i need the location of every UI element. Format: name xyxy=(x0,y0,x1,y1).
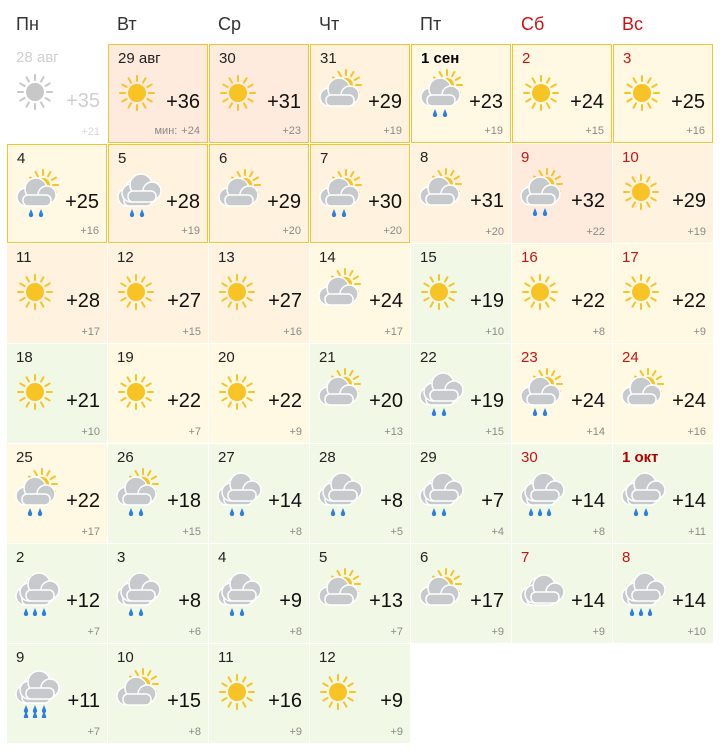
temp-min-value: +19 xyxy=(687,226,706,238)
sun-cloud-icon xyxy=(415,566,467,618)
day-label: 10 xyxy=(622,149,639,166)
temp-min-value: +9 xyxy=(592,626,605,638)
day-cell[interactable] xyxy=(613,344,713,443)
temp-min-value: +17 xyxy=(81,326,100,338)
cloud-heavy-rain-icon xyxy=(516,466,568,518)
temp-min-value: +19 xyxy=(484,125,503,137)
temp-min-value: +20 xyxy=(282,225,301,237)
weekday-header: Сб xyxy=(521,14,545,34)
day-label: 7 xyxy=(320,150,329,167)
sun-icon xyxy=(112,266,164,318)
day-label: 10 xyxy=(117,649,134,666)
day-cell[interactable] xyxy=(108,144,208,243)
sun-cloud-rain-icon xyxy=(11,466,63,518)
day-label: 7 xyxy=(521,549,530,566)
temp-min xyxy=(87,726,100,738)
cloud-rain-icon xyxy=(415,466,467,518)
cloud-rain-icon xyxy=(113,167,165,219)
day-cell[interactable] xyxy=(7,444,107,543)
temp-min xyxy=(585,125,604,137)
cloud-rain-icon xyxy=(213,566,265,618)
sun-cloud-icon xyxy=(415,166,467,218)
temp-min-value: +16 xyxy=(80,225,99,237)
sun-icon xyxy=(214,67,266,119)
temp-max: +25 xyxy=(671,91,705,113)
sun-cloud-icon xyxy=(617,366,669,418)
temp-max: +8 xyxy=(380,490,403,512)
cloud-icon xyxy=(516,566,568,618)
day-label: 23 xyxy=(521,349,538,366)
day-label: 1 сен xyxy=(421,50,460,67)
temp-min-value: +9 xyxy=(289,426,302,438)
day-cell[interactable] xyxy=(209,144,309,243)
day-cell[interactable] xyxy=(108,444,208,543)
day-label: 12 xyxy=(117,249,134,266)
temp-max: +14 xyxy=(672,490,706,512)
day-label: 3 xyxy=(117,549,126,566)
temp-max: +29 xyxy=(368,91,402,113)
temp-min xyxy=(182,526,201,538)
temp-max: +24 xyxy=(571,390,605,412)
temp-min xyxy=(592,326,605,338)
temp-min-value: +8 xyxy=(289,526,302,538)
temp-max: +36 xyxy=(166,91,200,113)
day-cell[interactable] xyxy=(108,44,208,143)
day-label: 1 окт xyxy=(622,449,659,466)
day-label: 17 xyxy=(622,249,639,266)
cloud-snow-rain-icon xyxy=(11,666,63,718)
temp-min xyxy=(80,225,99,237)
day-label: 2 xyxy=(522,50,531,67)
temp-min xyxy=(491,626,504,638)
day-label: 4 xyxy=(218,549,227,566)
weekday-header: Пт xyxy=(420,14,442,34)
temp-min-value: +15 xyxy=(485,426,504,438)
temp-min-value: +15 xyxy=(182,326,201,338)
day-cell[interactable] xyxy=(209,244,309,343)
day-label: 13 xyxy=(218,249,235,266)
temp-min-value: +15 xyxy=(182,526,201,538)
day-cell[interactable] xyxy=(411,444,511,543)
temp-min xyxy=(282,125,301,137)
sun-cloud-icon xyxy=(314,566,366,618)
temp-min xyxy=(592,526,605,538)
day-cell[interactable] xyxy=(512,544,612,643)
day-label: 11 xyxy=(16,249,32,266)
day-cell[interactable] xyxy=(108,244,208,343)
sun-cloud-icon xyxy=(214,167,266,219)
day-label: 20 xyxy=(218,349,235,366)
temp-min xyxy=(384,426,403,438)
day-label: 28 авг xyxy=(16,49,59,66)
day-label: 14 xyxy=(319,249,336,266)
day-label: 11 xyxy=(218,649,234,666)
temp-max: +12 xyxy=(66,590,100,612)
day-cell[interactable] xyxy=(613,544,713,643)
sun-icon xyxy=(213,666,265,718)
temp-max: +27 xyxy=(268,290,302,312)
day-cell[interactable] xyxy=(310,644,410,743)
day-cell[interactable] xyxy=(209,344,309,443)
day-cell[interactable] xyxy=(209,44,309,143)
sun-icon xyxy=(617,166,669,218)
sun-cloud-icon xyxy=(314,266,366,318)
temp-max: +11 xyxy=(67,690,100,712)
day-label: 25 xyxy=(16,449,33,466)
weekday-header: Пн xyxy=(16,14,39,34)
temp-min xyxy=(687,226,706,238)
temp-max: +14 xyxy=(571,490,605,512)
sun-icon xyxy=(314,666,366,718)
day-cell[interactable] xyxy=(310,344,410,443)
weekday-header: Вт xyxy=(117,14,137,34)
cloud-rain-icon xyxy=(415,366,467,418)
temp-min xyxy=(688,526,706,538)
day-cell[interactable] xyxy=(310,144,410,243)
day-label: 5 xyxy=(319,549,328,566)
day-label: 30 xyxy=(219,50,236,67)
temp-min-value: +8 xyxy=(592,326,605,338)
temp-min-value: +10 xyxy=(687,626,706,638)
temp-min-value: +13 xyxy=(384,426,403,438)
day-cell[interactable] xyxy=(512,344,612,443)
temp-min-value: +16 xyxy=(686,125,705,137)
day-cell[interactable] xyxy=(108,544,208,643)
temp-min xyxy=(686,125,705,137)
sun-cloud-icon xyxy=(315,67,367,119)
day-cell[interactable] xyxy=(310,544,410,643)
temp-max: +19 xyxy=(470,290,504,312)
temp-min-value: +8 xyxy=(188,726,201,738)
day-cell[interactable] xyxy=(613,144,713,243)
temp-max: +35 xyxy=(66,90,100,112)
temp-min-value: +16 xyxy=(283,326,302,338)
cloud-heavy-rain-icon xyxy=(11,566,63,618)
sun-icon xyxy=(11,266,63,318)
day-cell[interactable] xyxy=(613,444,713,543)
temp-min xyxy=(188,726,201,738)
day-cell[interactable] xyxy=(310,44,410,143)
temp-min xyxy=(687,426,706,438)
temp-min-value: +9 xyxy=(693,326,706,338)
sun-cloud-rain-icon xyxy=(12,167,64,219)
temp-min-value: +7 xyxy=(87,726,100,738)
temp-max: +29 xyxy=(267,191,301,213)
temp-max: +25 xyxy=(65,191,99,213)
sun-cloud-rain-icon xyxy=(516,366,568,418)
day-label: 27 xyxy=(218,449,235,466)
sun-icon xyxy=(516,266,568,318)
sun-icon xyxy=(113,67,165,119)
temp-max: +22 xyxy=(571,290,605,312)
temp-min xyxy=(87,626,100,638)
temp-max: +24 xyxy=(369,290,403,312)
temp-max: +28 xyxy=(166,191,200,213)
day-label: 28 xyxy=(319,449,336,466)
temp-min-value: +23 xyxy=(282,125,301,137)
day-label: 24 xyxy=(622,349,639,366)
temp-max: +14 xyxy=(268,490,302,512)
temp-max: +27 xyxy=(167,290,201,312)
temp-min xyxy=(383,225,402,237)
temp-min xyxy=(289,726,302,738)
temp-min xyxy=(188,426,201,438)
temp-min-value: +22 xyxy=(586,226,605,238)
sun-cloud-rain-icon xyxy=(112,466,164,518)
temp-min xyxy=(282,225,301,237)
day-cell[interactable] xyxy=(108,644,208,743)
day-cell[interactable] xyxy=(209,544,309,643)
day-cell xyxy=(7,44,107,143)
temp-max: +14 xyxy=(672,590,706,612)
temp-min xyxy=(283,326,302,338)
day-cell[interactable] xyxy=(7,344,107,443)
sun-cloud-icon xyxy=(314,366,366,418)
day-cell[interactable] xyxy=(512,244,612,343)
day-label: 21 xyxy=(319,349,336,366)
temp-max: +15 xyxy=(167,690,201,712)
temp-max: +20 xyxy=(369,390,403,412)
temp-min-value: +4 xyxy=(491,526,504,538)
day-cell[interactable] xyxy=(512,44,612,143)
temp-max: +31 xyxy=(470,190,504,212)
temp-min xyxy=(383,125,402,137)
day-cell[interactable] xyxy=(310,444,410,543)
day-label: 29 xyxy=(420,449,437,466)
day-cell[interactable] xyxy=(7,644,107,743)
temp-max: +32 xyxy=(571,190,605,212)
sun-icon xyxy=(517,67,569,119)
day-label: 12 xyxy=(319,649,336,666)
temp-max: +22 xyxy=(268,390,302,412)
temp-min xyxy=(384,326,403,338)
day-cell[interactable] xyxy=(411,44,511,143)
temp-max: +22 xyxy=(66,490,100,512)
temp-min-value: +14 xyxy=(586,426,605,438)
temp-min xyxy=(390,626,403,638)
day-label: 9 xyxy=(16,649,25,666)
temp-min-value: +9 xyxy=(289,726,302,738)
sun-icon xyxy=(11,366,63,418)
temp-min xyxy=(289,626,302,638)
temp-max: +28 xyxy=(66,290,100,312)
temp-min-value: +10 xyxy=(485,326,504,338)
temp-min-value: +16 xyxy=(687,426,706,438)
day-label: 4 xyxy=(17,150,26,167)
temp-max: +22 xyxy=(167,390,201,412)
day-cell[interactable] xyxy=(613,244,713,343)
temp-max: +22 xyxy=(672,290,706,312)
cloud-rain-icon xyxy=(314,466,366,518)
temp-max: +17 xyxy=(470,590,504,612)
temp-min xyxy=(485,226,504,238)
temp-max: +29 xyxy=(672,190,706,212)
temp-min-value: +9 xyxy=(491,626,504,638)
temp-min-value: +10 xyxy=(81,426,100,438)
temp-max: +18 xyxy=(167,490,201,512)
day-cell[interactable] xyxy=(411,344,511,443)
day-label: 5 xyxy=(118,150,127,167)
day-label: 30 xyxy=(521,449,538,466)
sun-cloud-rain-icon xyxy=(516,166,568,218)
day-cell[interactable] xyxy=(613,44,713,143)
sun-cloud-rain-icon xyxy=(416,67,468,119)
day-label: 6 xyxy=(219,150,228,167)
temp-max: +14 xyxy=(571,590,605,612)
temp-max: +13 xyxy=(369,590,403,612)
temp-max: +19 xyxy=(470,390,504,412)
temp-min xyxy=(693,326,706,338)
temp-min xyxy=(390,726,403,738)
day-cell[interactable] xyxy=(209,644,309,743)
day-label: 16 xyxy=(521,249,538,266)
day-cell[interactable] xyxy=(7,244,107,343)
sun-icon xyxy=(618,67,670,119)
temp-min xyxy=(390,526,403,538)
sun-cloud-icon xyxy=(112,666,164,718)
temp-min xyxy=(586,426,605,438)
day-cell[interactable] xyxy=(411,544,511,643)
temp-min xyxy=(289,426,302,438)
temp-min xyxy=(485,426,504,438)
day-label: 6 xyxy=(420,549,429,566)
sun-icon xyxy=(11,66,63,118)
temp-max: +24 xyxy=(672,390,706,412)
temp-min-value: +6 xyxy=(188,626,201,638)
temp-min xyxy=(485,326,504,338)
temp-max: +30 xyxy=(368,191,402,213)
temp-min-value: +7 xyxy=(390,626,403,638)
temp-max: +16 xyxy=(268,690,302,712)
temp-max: +24 xyxy=(570,91,604,113)
day-label: 29 авг xyxy=(118,50,161,67)
temp-min-value: +20 xyxy=(485,226,504,238)
day-cell[interactable] xyxy=(512,444,612,543)
day-label: 9 xyxy=(521,149,530,166)
temp-min xyxy=(484,125,503,137)
sun-icon xyxy=(213,366,265,418)
temp-max: +8 xyxy=(178,590,201,612)
day-cell[interactable] xyxy=(411,144,511,243)
temp-min-value: +9 xyxy=(390,726,403,738)
temp-min xyxy=(182,326,201,338)
sun-icon xyxy=(213,266,265,318)
temp-min xyxy=(491,526,504,538)
temp-min xyxy=(188,626,201,638)
day-label: 26 xyxy=(117,449,134,466)
temp-min-value: +8 xyxy=(289,626,302,638)
day-label: 2 xyxy=(16,549,25,566)
day-label: 3 xyxy=(623,50,632,67)
sun-icon xyxy=(617,266,669,318)
cloud-rain-icon xyxy=(213,466,265,518)
day-cell[interactable] xyxy=(512,144,612,243)
temp-min-value: +19 xyxy=(383,125,402,137)
temp-max: +31 xyxy=(267,91,301,113)
temp-min xyxy=(289,526,302,538)
temp-max: +21 xyxy=(66,390,100,412)
day-label: 22 xyxy=(420,349,437,366)
temp-min-value: +24 xyxy=(181,125,200,137)
temp-min xyxy=(81,326,100,338)
day-cell[interactable] xyxy=(310,244,410,343)
temp-max: +23 xyxy=(469,91,503,113)
temp-min xyxy=(592,626,605,638)
day-cell[interactable] xyxy=(7,544,107,643)
temp-min xyxy=(181,225,200,237)
cloud-rain-icon xyxy=(617,466,669,518)
sun-icon xyxy=(415,266,467,318)
temp-min xyxy=(586,226,605,238)
day-cell[interactable] xyxy=(7,144,107,243)
temp-min xyxy=(81,426,100,438)
temp-min-value: +7 xyxy=(188,426,201,438)
temp-min-value: +21 xyxy=(81,126,100,138)
temp-min-value: +20 xyxy=(383,225,402,237)
day-label: 15 xyxy=(420,249,437,266)
weekday-header: Вс xyxy=(622,14,644,34)
temp-min xyxy=(81,526,100,538)
temp-min-value: +5 xyxy=(390,526,403,538)
temp-max: +9 xyxy=(380,690,403,712)
cloud-heavy-rain-icon xyxy=(617,566,669,618)
weekday-header: Чт xyxy=(319,14,340,34)
day-label: 19 xyxy=(117,349,134,366)
temp-min xyxy=(154,125,200,137)
day-label: 8 xyxy=(420,149,429,166)
min-label: мин: xyxy=(154,125,178,137)
temp-min xyxy=(687,626,706,638)
temp-min-value: +15 xyxy=(585,125,604,137)
day-label: 31 xyxy=(320,50,337,67)
temp-min xyxy=(81,126,100,138)
temp-min-value: +11 xyxy=(688,526,706,538)
day-label: 8 xyxy=(622,549,631,566)
day-cell[interactable] xyxy=(411,244,511,343)
temp-min-value: +8 xyxy=(592,526,605,538)
temp-min-value: +17 xyxy=(81,526,100,538)
temp-min-value: +17 xyxy=(384,326,403,338)
sun-cloud-rain-icon xyxy=(315,167,367,219)
temp-max: +7 xyxy=(481,490,504,512)
temp-max: +9 xyxy=(279,590,302,612)
day-label: 18 xyxy=(16,349,33,366)
cloud-rain-icon xyxy=(112,566,164,618)
day-cell[interactable] xyxy=(209,444,309,543)
day-cell[interactable] xyxy=(108,344,208,443)
sun-icon xyxy=(112,366,164,418)
temp-min-value: +19 xyxy=(181,225,200,237)
temp-min-value: +7 xyxy=(87,626,100,638)
weekday-header: Ср xyxy=(218,14,242,34)
